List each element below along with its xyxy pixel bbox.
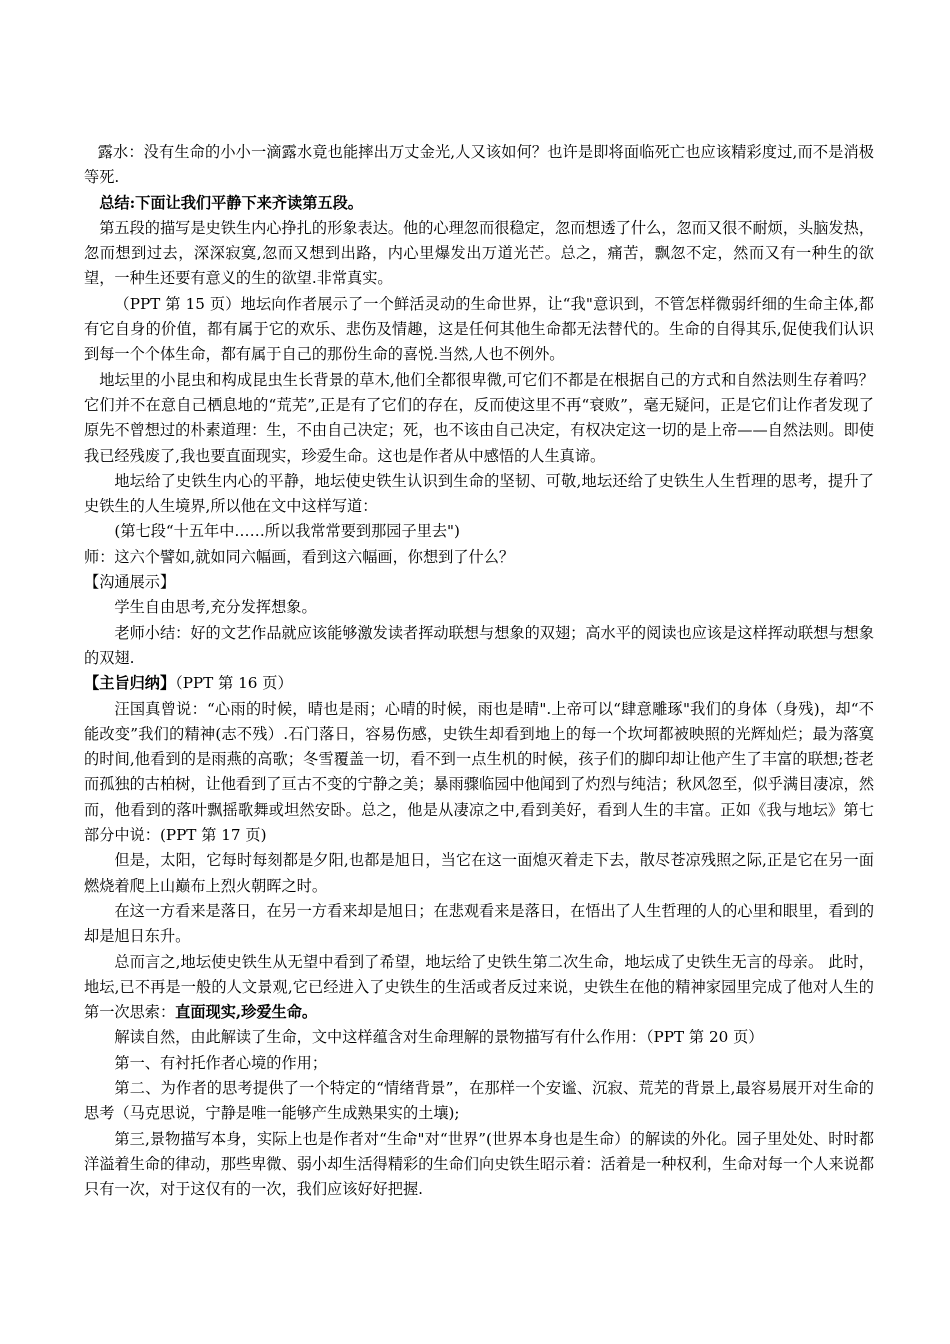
section-heading-theme: [84, 671, 874, 696]
paragraph-seventh-section: (第七段“十五年中……所以我常常要到那园子里去"): [114, 522, 460, 541]
paragraph-conclusion: [84, 950, 874, 1026]
conclusion-text: 总而言之,地坛使史铁生从无望中看到了希望，地坛给了史铁生第二次生命，地坛成了史铁生无言的母亲。 此时，地坛,已不再是一般的人文景观,它已经进入了史铁生的生活或者反过来说，史铁生在他的精神家园里完成了他对人生的第一次思索：: [84, 952, 874, 1022]
document-page: [84, 140, 874, 1202]
theme-heading-label: 【主旨归纳】: [84, 674, 176, 693]
paragraph-insects: 地坛里的小昆虫和构成昆虫生长背景的草木,他们全都很卑微,可它们不都是在根据自己的方式和自然法则生存着吗？它们并不在意自己栖息地的“荒芜”,正是有了它们的存在，反而使这里不再“衰败”，毫无疑问，正是它们让作者发现了原先不曾想过的朴素道理：生，不由自己决定；死，也不该由自己决定，有权决定这一切的是上帝——自然法则。即使我已经残废了,我也要直面现实，珍爱生命。这也是作者从中感悟的人生真谛。: [84, 370, 874, 465]
paragraph-second-effect: 第二、为作者的思考提供了一个特定的“情绪背景”，在那样一个安谧、沉寂、荒芜的背景上,最容易展开对生命的思考（马克思说，宁静是唯一能够产生成熟果实的土壤);: [84, 1078, 874, 1123]
paragraph-dew: 露水：没有生命的小小一滴露水竟也能摔出万丈金光,人又该如何？也许是即将面临死亡也应该精彩度过,而不是消极等死.: [84, 143, 874, 187]
paragraph-fifth-section: 第五段的描写是史铁生内心挣扎的形象表达。他的心理忽而很稳定，忽而想透了什么，忽而又很不耐烦，头脑发热，忽而想到过去，深深寂寞,忽而又想到出路，内心里爆发出万道光芒。总之，痛苦，飘忽不定，然而又有一种生的欲望，一种生还要有意义的生的欲望.非常真实。: [84, 218, 874, 288]
paragraph-student-thinking: 学生自由思考,充分发挥想象。: [114, 598, 317, 617]
paragraph-summary-heading: 总结:下面让我们平静下来齐读第五段。: [99, 193, 363, 212]
section-heading-communication: 【沟通展示】: [84, 573, 176, 592]
conclusion-bold: 直面现实,珍爱生命。: [175, 1003, 318, 1022]
paragraph-teacher-summary: 老师小结：好的文艺作品就应该能够激发读者挥动联想与想象的双翅；高水平的阅读也应该是这样挥动联想与想象的双翅.: [84, 623, 874, 667]
paragraph-interpret-nature: 解读自然，由此解读了生命，文中这样蕴含对生命理解的景物描写有什么作用：（PPT 第 20 页）: [114, 1028, 764, 1047]
paragraph-wang-guozhen: 汪国真曾说：“心雨的时候，晴也是雨；心晴的时候，雨也是晴".上帝可以“肆意雕琢"我们的身体（身残)，却“不能改变”我们的精神(志不残）.石门落日，容易伤感，史铁生却看到地上的每一个坎坷都被映照的光辉灿烂；最为落寞的时间,他看到的是雨燕的高歌；冬雪覆盖一切，看不到一点生机的时候，孩子们的脚印却让他产生了丰富的联想;苍老而孤独的古柏树，让他看到了亘古不变的宁静之美；暴雨骤临园中他闻到了灼烈与纯洁；秋风忽至，似乎满目凄凉，然而，他看到的落叶飘摇歌舞或坦然安卧。总之，他是从凄凉之中,看到美好，看到人生的丰富。正如《我与地坛》第七部分中说：(PPT 第 17 页): [84, 699, 874, 845]
theme-heading-ppt: （PPT 第 16 页）: [175, 674, 293, 693]
paragraph-sun: 但是，太阳，它每时每刻都是夕阳,也都是旭日，当它在这一面熄灭着走下去，散尽苍凉残照之际,正是它在另一面燃烧着爬上山巅布上烈火朝晖之时。: [84, 851, 874, 895]
paragraph-third-effect: 第三,景物描写本身，实际上也是作者对“生命"对“世界”(世界本身也是生命）的解读的外化。园子里处处、时时都洋溢着生命的律动，那些卑微、弱小却生活得精彩的生命们向史铁生昭示着：活着是一种权利，生命对每一个人来说都只有一次，对于这仅有的一次，我们应该好好把握.: [84, 1129, 874, 1199]
paragraph-teacher-question: 师：这六个譬如,就如同六幅画，看到这六幅画，你想到了什么？: [84, 547, 515, 566]
paragraph-first-effect: 第一、有衬托作者心境的作用；: [114, 1053, 328, 1072]
paragraph-calm: 地坛给了史铁生内心的平静，地坛使史铁生认识到生命的坚韧、可敬,地坛还给了史铁生人生哲理的思考，提升了史铁生的人生境界,所以他在文中这样写道：: [84, 471, 874, 516]
paragraph-ppt15: （PPT 第 15 页）地坛向作者展示了一个鲜活灵动的生命世界，让“我"意识到，不管怎样微弱纤细的生命主体,都有它自身的价值，都有属于它的欢乐、悲伤及情趣，这是任何其他生命都无法替代的。生命的自得其乐,促使我们认识到每一个个体生命，都有属于自己的那份生命的喜悦.当然,人也不例外。: [84, 294, 874, 364]
paragraph-sunset-sunrise: 在这一方看来是落日，在另一方看来却是旭日；在悲观看来是落日，在悟出了人生哲理的人的心里和眼里，看到的却是旭日东升。: [84, 901, 874, 946]
